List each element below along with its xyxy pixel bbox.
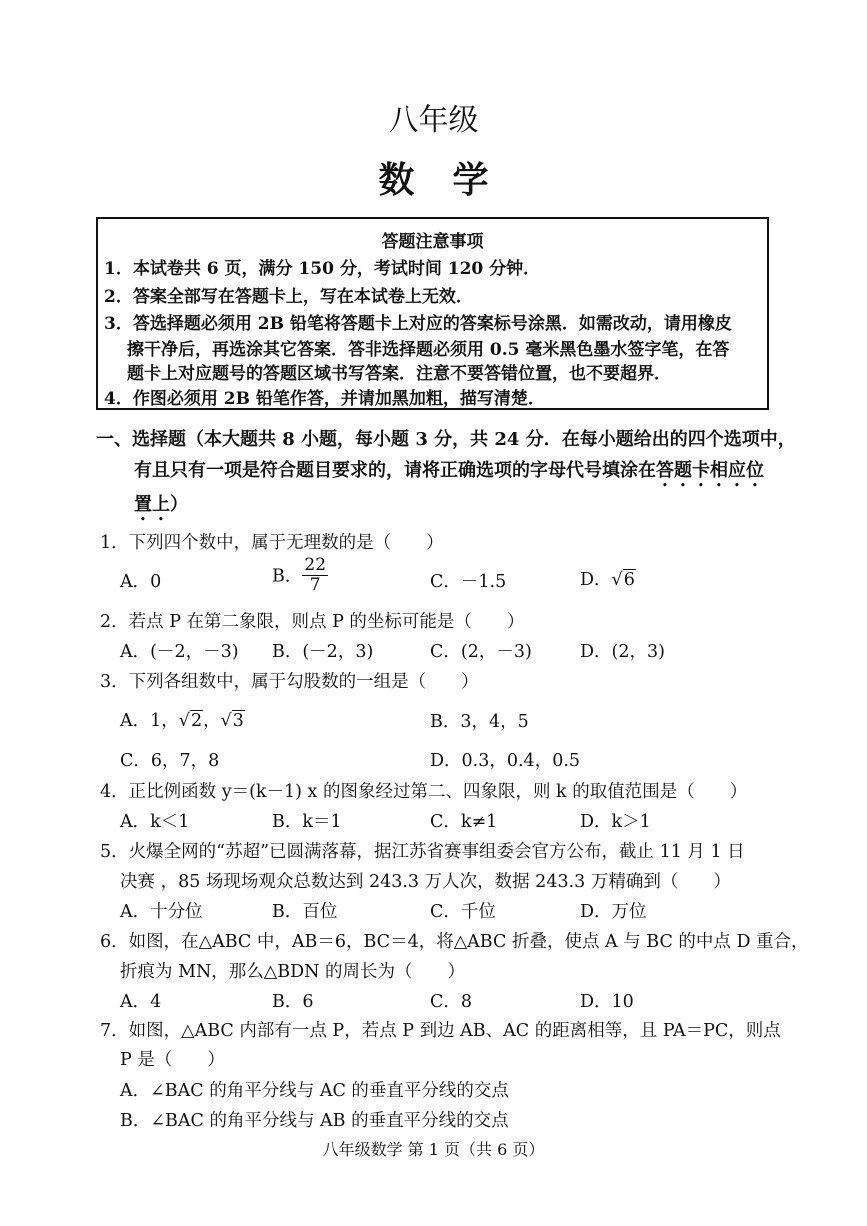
q4-stem: 4．正比例函数 y＝(k－1) x 的图象经过第二、四象限，则 k 的取值范围是（ ） (100, 782, 748, 802)
q3-sqrt-1-radicand: 2 (190, 711, 203, 731)
section-heading-emphasis: 答题卡相应位 (656, 460, 764, 481)
notice-line-2: 2．答案全部写在答题卡上，写在本试卷上无效． (104, 287, 473, 307)
q6-option-b: B．6 (272, 992, 314, 1012)
q6-option-d: D．10 (580, 992, 634, 1012)
q2-stem: 2．若点 P 在第二象限，则点 P 的坐标可能是（ ） (100, 612, 525, 632)
section-heading-line3 (134, 490, 188, 525)
q3-option-b: B．3，4，5 (430, 712, 529, 732)
q4-option-d: D．k＞1 (580, 812, 651, 832)
q6-option-a: A．4 (120, 992, 162, 1012)
q5-option-c: C．千位 (430, 902, 496, 922)
q3-sqrt-2-radicand: 3 (232, 711, 244, 731)
q1-option-a: A．0 (120, 572, 162, 592)
q2-option-d: D．(2，3) (580, 642, 665, 662)
notice-line-4: 擦干净后，再选涂其它答案．答非选择题必须用 0.5 毫米黑色墨水签字笔，在答 (127, 340, 730, 360)
q4-option-b: B．k＝1 (272, 812, 342, 832)
notice-title: 答题注意事项 (381, 232, 484, 252)
q7-option-b: B．∠BAC 的角平分线与 AB 的垂直平分线的交点 (120, 1111, 509, 1131)
notice-line-3: 3．答选择题必须用 2B 铅笔将答题卡上对应的答案标号涂黑．如需改动，请用橡皮 (104, 314, 732, 334)
q7-stem-line2: P 是（ ） (120, 1050, 225, 1070)
q5-stem-line1: 5．火爆全网的“苏超”已圆满落幕，据江苏省赛事组委会官方公布，截止 11 月 1 日 (100, 842, 745, 862)
q1-fraction-numerator: 22 (304, 555, 327, 575)
q6-stem-line1: 6．如图，在△ABC 中，AB＝6，BC＝4，将△ABC 折叠，使点 A 与 BC 的中点 D 重合， (100, 932, 809, 952)
page-footer: 八年级数学 第 1 页（共 6 页） (322, 1140, 545, 1159)
q2-option-c: C．(2，－3) (430, 642, 532, 662)
q6-stem-line2: 折痕为 MN，那么△BDN 的周长为（ ） (120, 962, 466, 982)
q1-option-d-label: D． (580, 570, 612, 590)
section-heading-close: ） (170, 494, 188, 515)
q1-option-d (580, 566, 636, 591)
q4-option-c: C．k≠1 (430, 812, 498, 832)
q1-option-c: C．－1.5 (430, 572, 507, 592)
section-heading-line2 (134, 456, 764, 491)
q3-option-d: D．0.3，0.4，0.5 (430, 751, 581, 771)
q5-option-a: A．十分位 (120, 902, 203, 922)
notice-line-5: 题卡上对应题号的答题区域书写答案．注意不要答错位置，也不要超界． (127, 364, 671, 384)
notice-box (96, 217, 769, 410)
subject-title: 数学 (378, 159, 527, 201)
q1-fraction-denominator: 7 (309, 574, 321, 595)
notice-line-6: 4．作图必须用 2B 铅笔作答，并请加黑加粗，描写清楚． (104, 389, 545, 409)
q2-option-b: B．(－2，3) (272, 642, 374, 662)
section-heading-emphasis-2: 置上 (134, 494, 170, 515)
q1-option-b (272, 556, 328, 594)
q1-sqrt: √6 (611, 570, 635, 590)
grade-title: 八年级 (388, 103, 479, 138)
q1-stem: 1．下列四个数中，属于无理数的是（ ） (100, 533, 444, 553)
q1-option-b-label: B． (272, 566, 303, 587)
notice-line-1: 1．本试卷共 6 页，满分 150 分，考试时间 120 分钟． (104, 259, 541, 279)
q2-option-a: A．(－2，－3) (120, 642, 239, 662)
q7-option-a: A．∠BAC 的角平分线与 AC 的垂直平分线的交点 (120, 1081, 509, 1101)
q5-stem-line2: 决赛 ，85 场现场观众总数达到 243.3 万人次，数据 243.3 万精确到（ ） (120, 872, 731, 892)
q3-option-a (120, 707, 245, 732)
q3-option-a-prefix: A．1， (120, 711, 179, 731)
q3-sqrt-1: √2 (178, 711, 203, 731)
q3-sqrt-2: √3 (220, 711, 244, 731)
q7-stem-line1: 7．如图，△ABC 内部有一点 P，若点 P 到边 AB、AC 的距离相等，且 PA＝PC，则点 (100, 1021, 781, 1041)
q5-option-b: B．百位 (272, 902, 338, 922)
q1-sqrt-radicand: 6 (623, 570, 635, 590)
q3-option-c: C．6，7，8 (120, 751, 220, 771)
section-heading-line1: 一、选择题（本大题共 8 小题，每小题 3 分，共 24 分．在每小题给出的四个选项中， (96, 429, 796, 450)
q6-option-c: C．8 (430, 992, 473, 1012)
q5-option-d: D．万位 (580, 902, 647, 922)
section-heading-line2-text: 有且只有一项是符合题目要求的，请将正确选项的字母代号填涂在 (134, 460, 656, 481)
q1-fraction (302, 556, 328, 594)
q3-option-a-sep: ， (203, 711, 221, 731)
q3-stem: 3．下列各组数中，属于勾股数的一组是（ ） (100, 672, 479, 692)
q4-option-a: A．k＜1 (120, 812, 190, 832)
